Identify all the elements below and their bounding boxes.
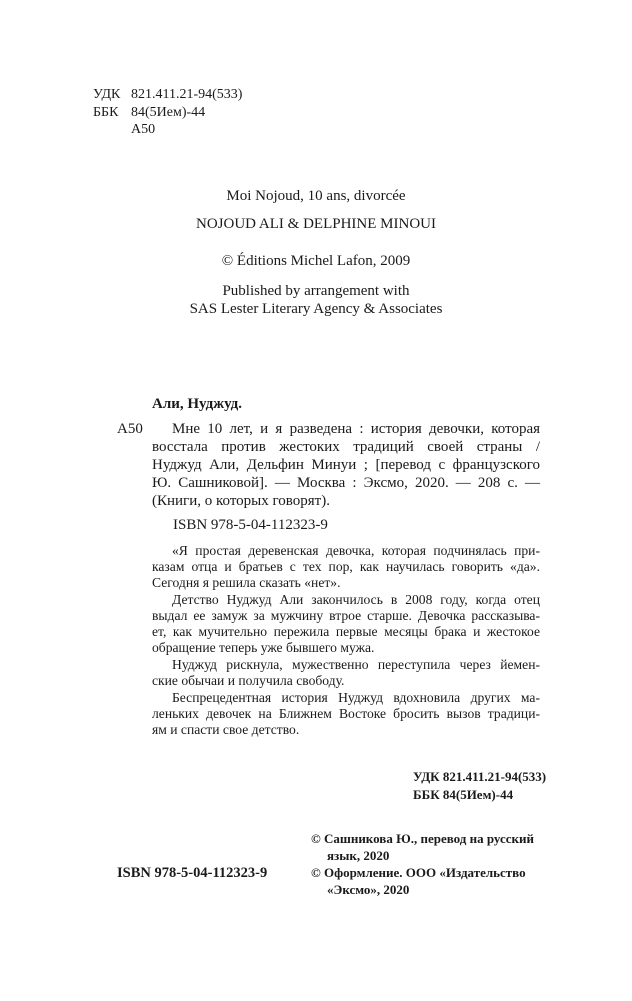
bbk-value: 84(5Ием)-44 bbox=[131, 104, 206, 120]
catalog-line: Мне 10 лет, и я разведена : история девочки, которая bbox=[172, 421, 540, 437]
annotation-line: Сегодня я решила сказать «нет». bbox=[152, 575, 341, 590]
annotation-line: «Я простая деревенская девочка, которая подчинялась при- bbox=[172, 543, 540, 558]
annotation-line: выдал ее замуж за мужчину втрое старше. Девочка рассказыва- bbox=[152, 608, 540, 623]
annotation-line: ям и спасти свое детство. bbox=[152, 722, 300, 737]
copyright-line: © Сашникова Ю., перевод на русский bbox=[311, 831, 535, 846]
annotation-line: Нуджуд рискнула, мужественно переступила через йемен- bbox=[172, 657, 540, 672]
bbk-label: ББК bbox=[93, 104, 119, 120]
footer-codes bbox=[413, 768, 546, 804]
udk-value: 821.411.21-94(533) bbox=[131, 87, 243, 102]
catalog-mark: А50 bbox=[117, 421, 143, 437]
annotation-line: Детство Нуджуд Али закончилось в 2008 году, когда отец bbox=[172, 592, 540, 607]
original-title: Moi Nojoud, 10 ans, divorcée bbox=[226, 188, 406, 204]
catalog-isbn: ISBN 978-5-04-112323-9 bbox=[173, 517, 328, 533]
footer-copyright bbox=[311, 830, 534, 898]
catalog-line: восстала против жестоких традиций своей страны / bbox=[152, 439, 540, 455]
author-mark: А50 bbox=[131, 122, 156, 137]
catalog-line: Нуджуд Али, Дельфин Минуи ; [перевод с французского bbox=[152, 457, 540, 473]
catalog-heading: Али, Нуджуд. bbox=[152, 396, 242, 412]
header-codes bbox=[93, 86, 242, 139]
arrangement-line: Published by arrangement with bbox=[222, 283, 410, 299]
copyright-line: «Эксмо», 2020 bbox=[327, 882, 410, 897]
annotation-line: ет, как мучительно пережила первые месяцы брака и жестокое bbox=[152, 624, 540, 639]
annotation-line: казам отца и братьев с тех пор, как научилась говорить «да». bbox=[152, 559, 540, 574]
copyright-line: © Оформление. ООО «Издательство bbox=[311, 865, 526, 880]
annotation-line: Беспрецедентная история Нуджуд вдохновила других ма- bbox=[172, 690, 540, 705]
catalog-line: (Книги, о которых говорят). bbox=[152, 493, 330, 509]
annotation-line: ские обычаи и получила свободу. bbox=[152, 673, 345, 688]
original-authors: NOJOUD ALI & DELPHINE MINOUI bbox=[196, 216, 436, 232]
original-copyright: © Éditions Michel Lafon, 2009 bbox=[221, 253, 411, 269]
annotation-line: обращение теперь уже бывшего мужа. bbox=[152, 640, 375, 655]
udk-label: УДК bbox=[93, 87, 121, 102]
copyright-line: язык, 2020 bbox=[327, 848, 390, 863]
annotation-line: леньких девочек на Ближнем Востоке бросить вызов традици- bbox=[152, 706, 540, 721]
catalog-line: Ю. Сашниковой]. — Москва : Эксмо, 2020. — 208 с. — bbox=[152, 475, 540, 491]
footer-isbn: ISBN 978-5-04-112323-9 bbox=[117, 865, 268, 881]
footer-udk: УДК 821.411.21-94(533) bbox=[413, 769, 547, 784]
footer-bbk: ББК 84(5Ием)-44 bbox=[413, 787, 514, 802]
arrangement-line: SAS Lester Literary Agency & Associates bbox=[189, 301, 443, 317]
